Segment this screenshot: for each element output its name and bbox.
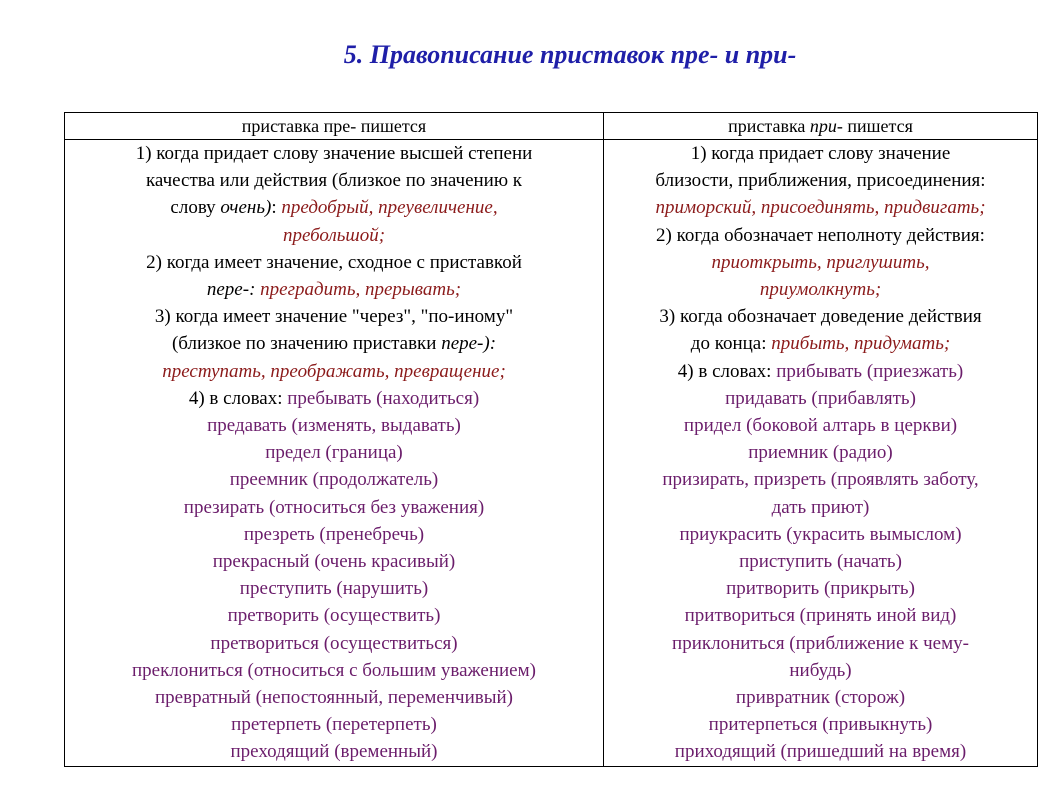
- pre-rule3-line3: преступать, преображать, превращение;: [162, 360, 506, 382]
- word-item: придел (боковой алтарь в церкви): [683, 415, 958, 437]
- header-pre-text: приставка пре- пишется: [241, 116, 427, 136]
- word-item: предел (граница): [265, 442, 403, 464]
- pri-rule2-line2: приоткрыть, приглушить,: [711, 251, 930, 273]
- word-item: преступить (нарушить): [239, 578, 429, 600]
- pre-rule3-line1: 3) когда имеет значение "через", "по-иному": [154, 306, 514, 328]
- example-words: преградить, прерывать;: [255, 279, 462, 301]
- word-item: приемник (радио): [748, 442, 893, 464]
- header-pri-prefix: при: [809, 116, 837, 136]
- text: до конца:: [690, 333, 772, 355]
- pri-rule1-line2: близости, приближения, присоединения:: [655, 170, 986, 192]
- word-item: претворить (осуществить): [227, 605, 441, 627]
- word-item: притвориться (принять иной вид): [684, 605, 957, 627]
- word-item: презирать (относиться без уважения): [183, 496, 485, 518]
- word-item: преемник (продолжатель): [229, 469, 439, 491]
- pri-rule3-line1: 3) когда обозначает доведение действия: [659, 306, 982, 328]
- word-item: преклониться (относиться с большим уважением): [132, 659, 536, 681]
- text: 4) в словах:: [677, 360, 777, 382]
- pri-column: [604, 140, 1038, 767]
- word-item: приукрасить (украсить вымыслом): [679, 523, 962, 545]
- word-item: преходящий (временный): [230, 741, 438, 763]
- text-italic: очень): [220, 197, 272, 219]
- word-item: приклониться (приближение к чему-: [672, 632, 969, 654]
- table-body-row: [65, 140, 1038, 767]
- word-item: дать приют): [771, 496, 870, 518]
- text-italic: пере-):: [441, 333, 497, 355]
- word-item: презреть (пренебречь): [243, 523, 425, 545]
- pri-rule1-line3: приморский, присоединять, придвигать;: [655, 197, 986, 219]
- word-item: пребывать (находиться): [287, 387, 480, 409]
- pre-rule2-line1: 2) когда имеет значение, сходное с приставкой: [146, 251, 522, 273]
- header-pri-text: приставка: [728, 116, 810, 136]
- text: 4) в словах:: [188, 387, 288, 409]
- pri-rule3-line2: [610, 330, 1031, 357]
- pre-rule4-line: [71, 385, 597, 412]
- pre-rule2-line2: [71, 276, 597, 303]
- header-pri: [604, 113, 1038, 140]
- word-item: прекрасный (очень красивый): [212, 551, 456, 573]
- pre-column: [65, 140, 604, 767]
- table-header-row: [65, 113, 1038, 140]
- pri-rule2-line3: приумолкнуть;: [759, 279, 882, 301]
- pri-rule1-line1: 1) когда придает слову значение: [690, 143, 951, 164]
- header-pre: [65, 113, 604, 140]
- text: слову: [170, 197, 221, 219]
- example-words: прибыть, придумать;: [771, 333, 951, 355]
- text-italic: пере-:: [206, 279, 256, 301]
- example-words: предобрый, преувеличение,: [281, 197, 498, 219]
- page-title: 5. Правописание приставок пре- и при-: [343, 40, 797, 69]
- word-item: притерпеться (привыкнуть): [708, 714, 933, 736]
- pri-rule4-line: [610, 358, 1031, 385]
- pre-rule3-line2: [71, 330, 597, 357]
- word-item: придавать (прибавлять): [725, 387, 916, 409]
- pre-rule1-line2: качества или действия (близкое по значению к: [145, 170, 523, 192]
- word-item: предавать (изменять, выдавать): [207, 415, 461, 437]
- word-item: претвориться (осуществиться): [210, 632, 458, 654]
- word-item: нибудь): [789, 659, 852, 681]
- text: :: [271, 197, 282, 219]
- pri-rule2-line1: 2) когда обозначает неполноту действия:: [656, 224, 985, 246]
- word-item: привратник (сторож): [735, 687, 906, 709]
- word-item: прибывать (приезжать): [776, 360, 964, 382]
- word-item: приступить (начать): [739, 551, 902, 573]
- word-item: призирать, призреть (проявлять заботу,: [662, 469, 979, 491]
- header-pri-suffix: - пишется: [836, 116, 913, 136]
- word-item: притворить (прикрыть): [726, 578, 915, 600]
- pre-rule1-line3: [71, 194, 597, 221]
- word-item: приходящий (пришедший на время): [674, 741, 967, 763]
- word-item: претерпеть (перетерпеть): [231, 714, 437, 736]
- pre-rule1-line1: 1) когда придает слову значение высшей степени: [135, 143, 533, 164]
- text: (близкое по значению приставки: [171, 333, 442, 355]
- spelling-rules-table: [64, 112, 1038, 767]
- pre-rule1-line4: пребольшой;: [282, 224, 386, 246]
- word-item: превратный (непостоянный, переменчивый): [155, 687, 513, 709]
